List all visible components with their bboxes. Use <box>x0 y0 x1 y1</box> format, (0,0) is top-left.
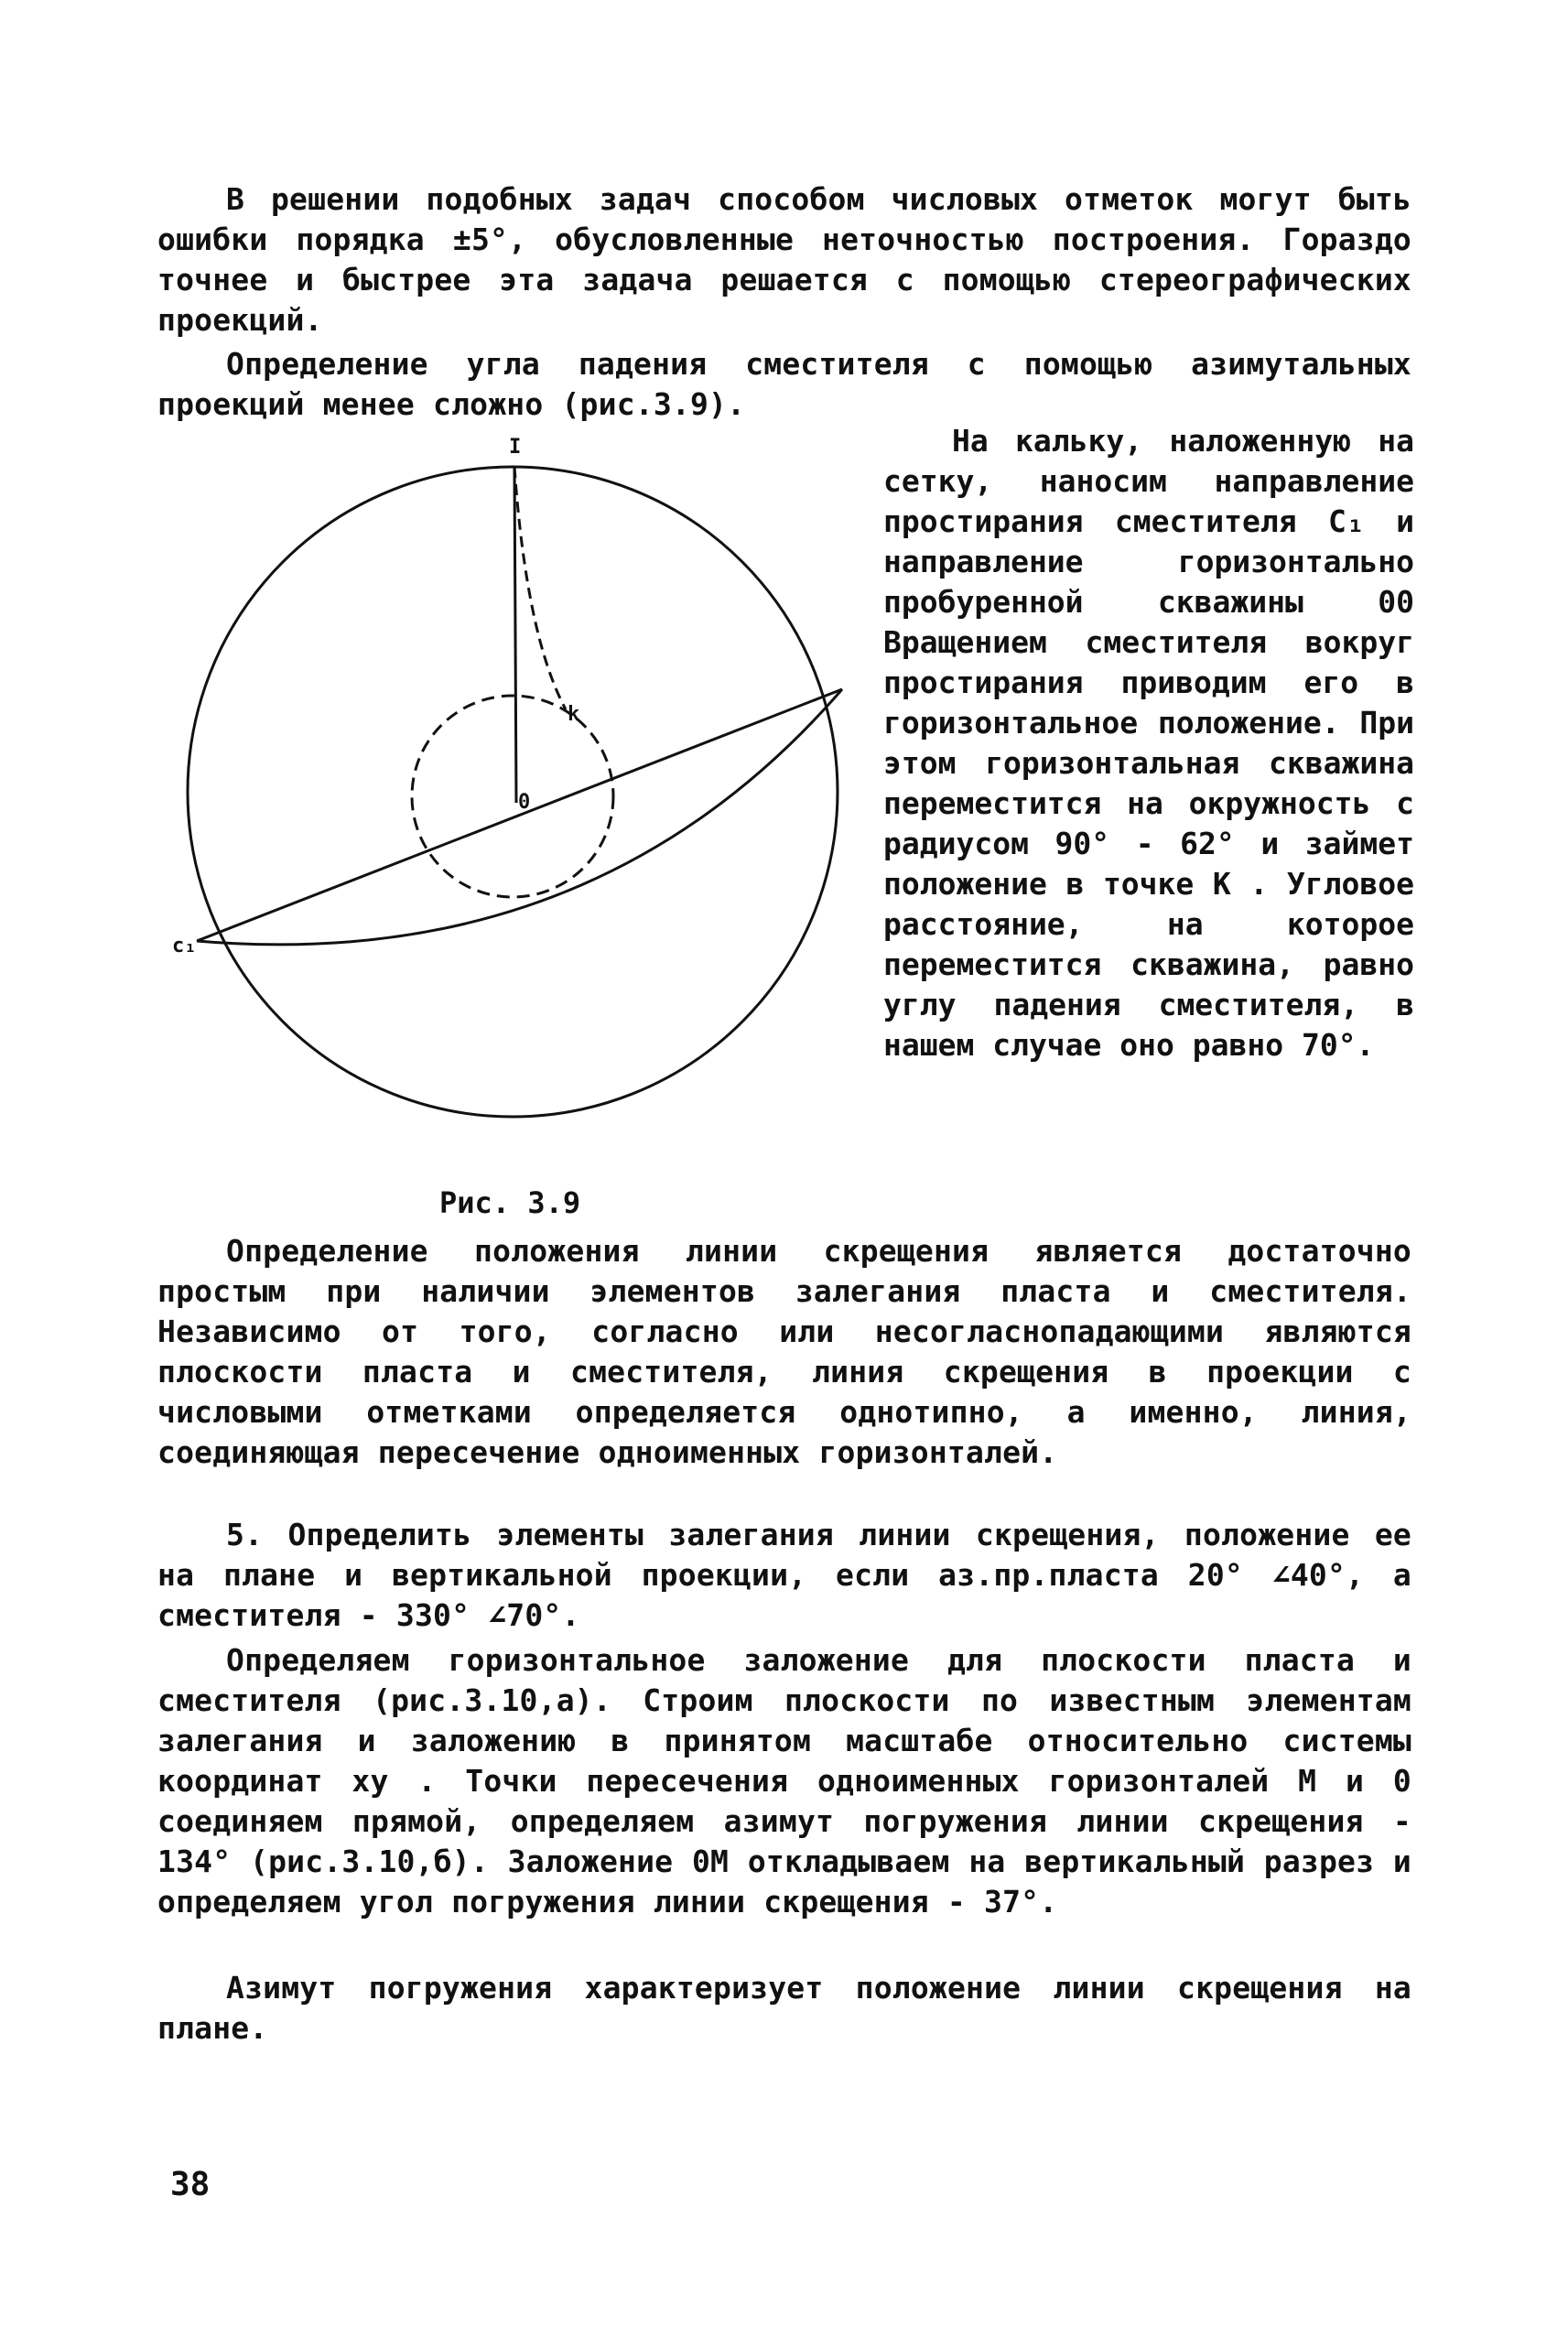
paragraph-crossing-line: Определение положения линии скрещения является достаточно простым при наличии элементов залегания пласта и сместителя. Независимо от того, согласно или несогласнопадающими являются плоскости пласта и сместителя, линия скрещения в проекции с числовыми отметками определяется однотипно, а именно, линия, соединяющая пересечение одноименных горизонталей. <box>157 1233 1411 1470</box>
vertical-radius <box>514 467 516 803</box>
strike-line <box>197 689 842 941</box>
figure-3-9-stereonet <box>165 426 879 1167</box>
outer-circle <box>188 467 838 1117</box>
page-number: 38 <box>170 2166 211 2203</box>
label-c1: c₁ <box>172 935 197 957</box>
figure-caption: Рис. 3.9 <box>439 1185 581 1220</box>
paragraph-intro: В решении подобных задач способом числовых отметок могут быть ошибки порядка ±5°, обусловленные неточностью построения. Гораздо точнее и быстрее эта задача решается с помощью стереографических проекций. <box>157 181 1411 338</box>
label-top: I <box>509 436 522 459</box>
inner-dashed-circle <box>412 696 613 897</box>
paragraph-solution: Определяем горизонтальное заложение для плоскости пласта и сместителя (рис.3.10,а). Строим плоскости по известным элементам залегания и заложению в принятом масштабе относительно системы координат xy . Точки пересечения одноименных горизонталей M и 0 соединяем прямой, определяем азимут погружения линии скрещения - 134° (рис.3.10,б). Заложение 0M откладываем на вертикальный разрез и определяем угол погружения линии скрещения - 37°. <box>157 1642 1411 1919</box>
label-0: 0 <box>518 791 531 814</box>
paragraph-task-5: 5. Определить элементы залегания линии скрещения, положение ее на плане и вертикальной проекции, если аз.пр.пласта 20° ∠40°, а сместителя - 330° ∠70°. <box>157 1517 1411 1633</box>
paragraph-azimuthal-method: Определение угла падения сместителя с помощью азимутальных проекций менее сложно (рис.3.9). <box>157 346 1411 422</box>
label-k: k <box>568 703 580 726</box>
side-text: На кальку, наложенную на сетку, наносим направление простирания сместителя C₁ и направление горизонтально пробуренной скважины 00 Вращением сместителя вокруг простирания приводим его в горизонтальное положение. При этом горизонтальная скважина переместится на окружность с радиусом 90° - 62° и займет положение в точке K . Угловое расстояние, на которое переместится скважина, равно углу падения сместителя, в нашем случае оно равно 70°. <box>883 423 1414 1063</box>
paragraph-azimuth: Азимут погружения характеризует положение линии скрещения на плане. <box>157 1970 1411 2046</box>
rotation-path <box>514 467 566 709</box>
